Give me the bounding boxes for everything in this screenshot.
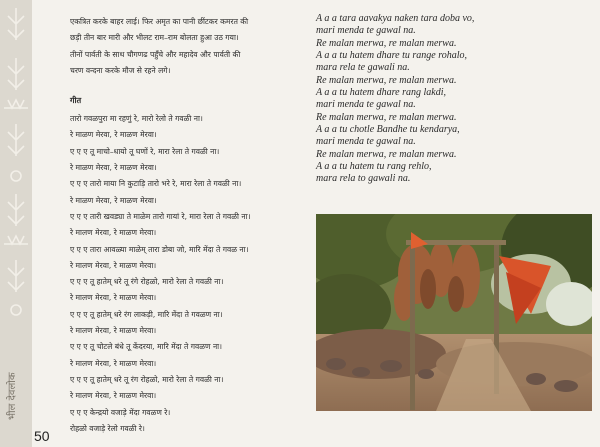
song-line: तारो गवळपुरा मा रहणुं रे, मारो रेलो ते गवळी ना।: [70, 114, 203, 124]
translit-line: A a a tu hatem dhare tu range rohalo,: [316, 50, 468, 62]
translit-line: mara rela te gawali na.: [316, 62, 410, 74]
paragraph-line: एकत्रित करके बाहर लाई। फिर अमृत का पानी छींटकर कमरत की: [70, 17, 249, 26]
song-line: रे माळण मेरवा, रे माळण मेरवा।: [70, 130, 157, 140]
song-line: रे मालण मेरवा, रे माळण मेरवा।: [70, 391, 157, 401]
left-column: [70, 14, 298, 437]
translit-line: A a a tu chotle Bandhe tu kendarya,: [316, 124, 460, 136]
song-line: रे मालण मेरवा, रे माळण मेरवा।: [70, 358, 157, 368]
translit-line: Re malan merwa, re malan merwa.: [316, 111, 457, 123]
translit-line: mara rela to gawali na.: [316, 173, 411, 185]
song-line: रोहळो वजाड़े रेलो गवळी रे।: [70, 423, 145, 433]
song-line: रे माळण मेरवा, रे माळण मेरवा।: [70, 163, 157, 173]
paragraph-line: चरण वन्दना करके मौज से रहने लगे।: [70, 65, 171, 75]
translit-line: Re malan merwa, re malan merwa.: [316, 74, 457, 86]
song-line: ए ए ए तारा आवळ्या माळेम् तारा डोबा जो, मारि मेंदा ते गवळ ना।: [70, 244, 249, 254]
song-line: रे माळण मेरवा, रे माळण मेरवा।: [70, 195, 157, 205]
translit-line: Re malan merwa, re malan merwa.: [316, 148, 457, 160]
translit-line: mari menda te gawal na.: [316, 136, 416, 148]
translit-line: mari menda te gawal na.: [316, 99, 416, 111]
right-column-transliteration: [316, 13, 556, 186]
song-line: ए ए ए तारो माया नि कुटाड़ि तारो भरे रे, मारा रेला ते गवळी ना।: [70, 179, 242, 189]
shrine-photograph: [316, 214, 592, 411]
song-line: ए ए ए तू माचो–धायो तू घणों रे, मारा रेला ते गवळी ना।: [70, 146, 220, 156]
song-line: रे मालण मेरवा, रे माळण मेरवा।: [70, 293, 157, 303]
song-line: ए ए ए तू हातेम् धरे तू रंगे रोहळो, मारो रेला ते गवळी ना।: [70, 277, 224, 287]
song-line: ए ए ए तू चोटले बंधे तू केंदरया, मारि मेंदा ते गवळण ना।: [70, 342, 223, 352]
song-line: रे मालण मेरवा, रे माळण मेरवा।: [70, 326, 157, 336]
shrine-scene-illustration: [316, 214, 592, 411]
song-heading: गीत: [70, 96, 82, 106]
translit-line: Re malan merwa, re malan merwa.: [316, 37, 457, 49]
translit-line: A a a tara aavakya naken tara doba vo,: [316, 13, 475, 24]
translit-line: A a a tu hatem dhare rang lakdi,: [316, 87, 446, 99]
running-side-title: भील देवलोक: [7, 372, 18, 420]
translit-line: mari menda te gawal na.: [316, 25, 416, 37]
paragraph-line: तीनों पार्वती के साथ चौगणढ पहुँचे और महादेव और पार्वती की: [70, 49, 241, 59]
song-line: ए ए ए तारी खवड्या ते माळेम तारो गायां रे, मारा रेला ते गवळी ना।: [70, 211, 251, 221]
song-line: रे मालण मेरवा, रे माळण मेरवा।: [70, 228, 157, 238]
translit-line: A a a tu hatem tu rang rehlo,: [316, 161, 432, 173]
song-line: ए ए ए केन्द्रयो वजाड़े मेंदा गवळण रे।: [70, 407, 171, 417]
decorative-margin-strip: [0, 0, 32, 447]
song-line: रे मालण मेरवा, रे माळण मेरवा।: [70, 260, 157, 270]
page-number: 50: [34, 428, 50, 444]
song-line: ए ए ए तू हातेम् धरे तू रंग रोहळो, मारो रेला ते गवळी ना।: [70, 374, 224, 384]
story-paragraph: [70, 14, 298, 79]
song-line: ए ए ए तू हातेम् धरे रंग लाकड़ी, मारि मेंदा ते गवळण ना।: [70, 309, 223, 319]
song-devanagari: [70, 111, 298, 437]
paragraph-line: छड़ी तीन बार मारी और भीलट राम–राम बोलता हुआ उठ गया।: [70, 33, 239, 43]
